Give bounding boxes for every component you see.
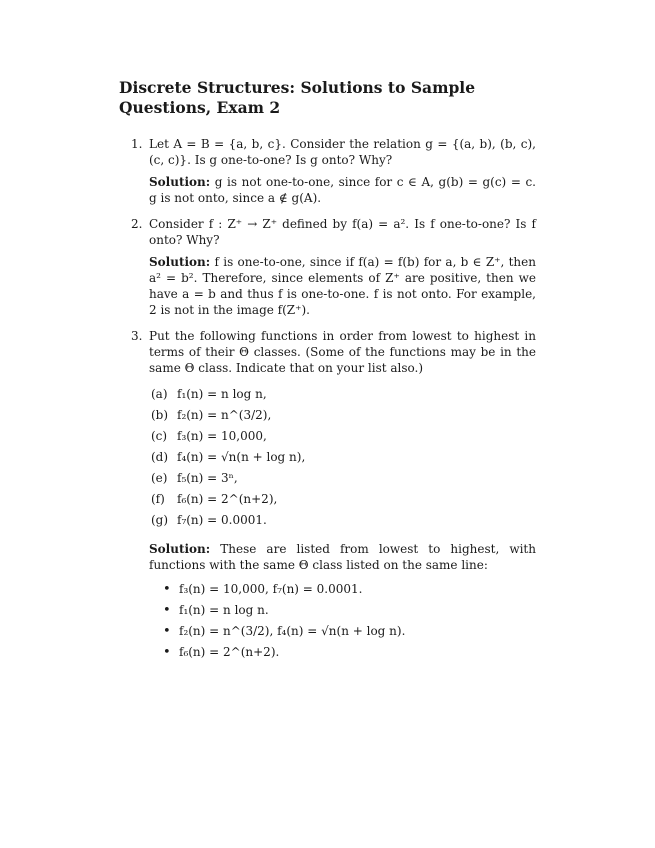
- question-number: 2.: [131, 217, 143, 231]
- solution-text: f is one-to-one, since if f(a) = f(b) for a, b ∈ Z⁺, then a² = b². Therefore, since elements of Z⁺ are positive, then we have a = b and thus f is one-to-one. f is not onto. For example, 2 is not in the image f(Z⁺).: [149, 255, 536, 317]
- item-text: f₆(n) = 2^(n+2),: [177, 492, 278, 506]
- item-text: f₂(n) = n^(3/2),: [177, 408, 272, 422]
- item-label: (f): [151, 492, 165, 506]
- solution: [149, 254, 536, 318]
- solution-text: g is not one-to-one, since for c ∈ A, g(b) = g(c) = c. g is not onto, since a ∉ g(A).: [149, 175, 536, 205]
- item-label: (b): [151, 408, 169, 422]
- solution-label: Solution:: [149, 175, 211, 189]
- solution-bullets: [149, 581, 536, 661]
- item-label: (e): [151, 471, 168, 485]
- item-text: f₄(n) = √n(n + log n),: [177, 450, 306, 464]
- item-text: f₁(n) = n log n,: [177, 387, 267, 401]
- list-item: • f₆(n) = 2^(n+2).: [149, 644, 536, 661]
- list-item: • f₁(n) = n log n.: [149, 602, 536, 619]
- list-item: [149, 428, 536, 445]
- item-text: f₅(n) = 3ⁿ,: [177, 471, 238, 485]
- item-label: (d): [151, 450, 169, 464]
- list-item: [149, 512, 536, 529]
- item-label: (g): [151, 513, 169, 527]
- list-item: [149, 386, 536, 403]
- item-text: f₃(n) = 10,000,: [177, 429, 267, 443]
- question-1: [119, 136, 536, 206]
- item-label: (a): [151, 387, 168, 401]
- question-text: Consider f : Z⁺ → Z⁺ defined by f(a) = a². Is f one-to-one? Is f onto? Why?: [149, 217, 536, 247]
- question-2: [119, 216, 536, 318]
- item-text: f₇(n) = 0.0001.: [177, 513, 267, 527]
- list-item: [149, 470, 536, 487]
- list-item: [149, 407, 536, 424]
- solution: [149, 541, 536, 573]
- solution-label: Solution:: [149, 542, 211, 556]
- document-page: [119, 78, 536, 671]
- function-list: [149, 386, 536, 529]
- solution-label: Solution:: [149, 255, 211, 269]
- question-3: [119, 328, 536, 661]
- document-title: Discrete Structures: Solutions to Sample Questions, Exam 2: [119, 78, 476, 117]
- list-item: • f₂(n) = n^(3/2), f₄(n) = √n(n + log n).: [149, 623, 536, 640]
- list-item: [149, 491, 536, 508]
- item-label: (c): [151, 429, 168, 443]
- question-text: Put the following functions in order from lowest to highest in terms of their Θ classes. (Some of the functions may be in the same Θ class. Indicate that on your list also.): [149, 329, 536, 375]
- question-number: 3.: [131, 329, 143, 343]
- list-item: [149, 449, 536, 466]
- question-text: Let A = B = {a, b, c}. Consider the relation g = {(a, b), (b, c), (c, c)}. Is g one-to-one? Is g onto? Why?: [149, 137, 536, 167]
- list-item: • f₃(n) = 10,000, f₇(n) = 0.0001.: [149, 581, 536, 598]
- solution-text: These are listed from lowest to highest, with functions with the same Θ class listed on the same line:: [149, 542, 536, 572]
- question-number: 1.: [131, 137, 143, 151]
- solution: [149, 174, 536, 206]
